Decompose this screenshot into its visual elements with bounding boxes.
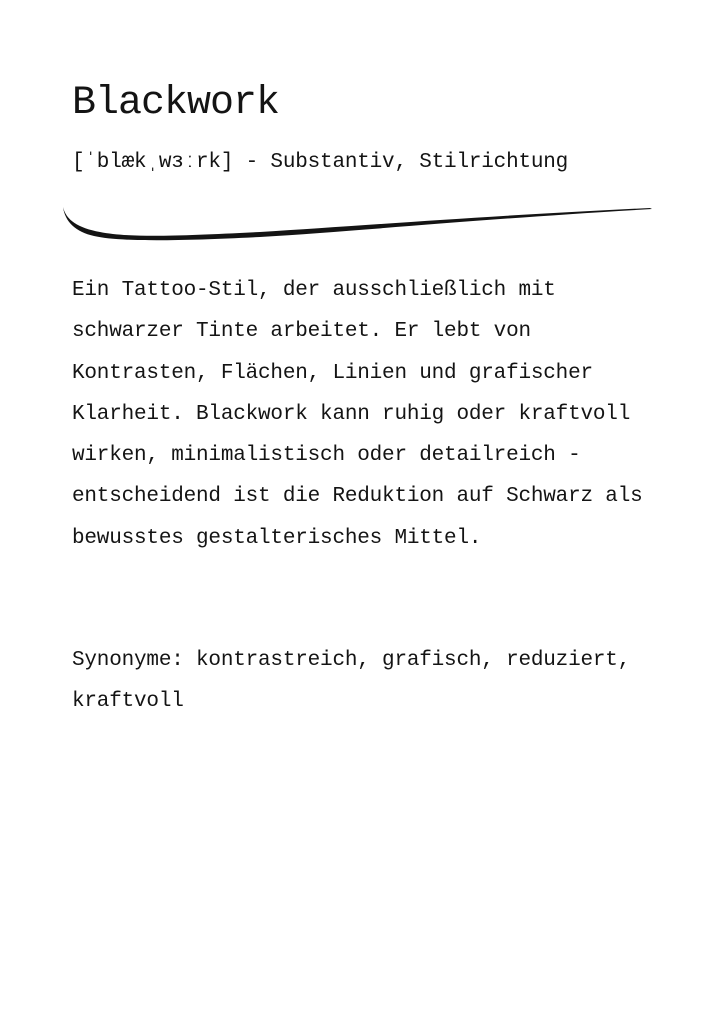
headword: Blackwork bbox=[72, 81, 280, 126]
synonyms-text: Synonyme: kontrastreich, grafisch, reduziert, kraftvoll bbox=[72, 649, 631, 714]
pronunciation-and-word-class: [ˈblækˌwɜːrk] - Substantiv, Stilrichtung bbox=[72, 151, 569, 174]
brush-stroke-divider bbox=[60, 198, 660, 244]
definition-text: Ein Tattoo-Stil, der ausschließlich mit schwarzer Tinte arbeitet. Er lebt von Kontrasten, Flächen, Linien und grafischer Klarheit. Blackwork kann ruhig oder kraftvoll wirken, minimalistisch oder detailreich - entscheidend ist die Reduktion auf Schwarz als bewusstes gestalterisches Mittel. bbox=[72, 279, 643, 550]
